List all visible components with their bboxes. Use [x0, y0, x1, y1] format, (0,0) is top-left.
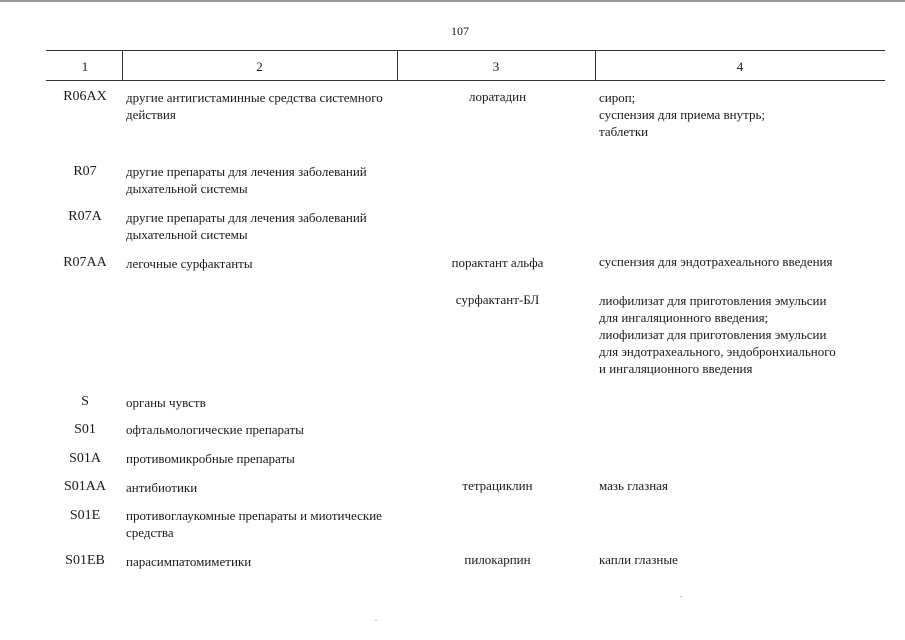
group-name: другие препараты для лечения заболеваний дыхательной системы — [126, 210, 367, 242]
group-name: другие препараты для лечения заболеваний дыхательной системы — [126, 164, 367, 196]
group-name: легочные сурфактанты — [126, 256, 253, 271]
atc-code: S01E — [69, 508, 101, 523]
header-bottom-rule — [46, 80, 885, 81]
atc-code: R07 — [73, 164, 97, 179]
drug-name: лоратадин — [468, 89, 527, 104]
header-col-3: 3 — [492, 59, 500, 74]
atc-code: R07AA — [63, 255, 107, 270]
atc-code: S — [81, 394, 89, 409]
header-col-1: 1 — [81, 59, 89, 74]
atc-code: S01A — [69, 451, 101, 466]
group-name: офтальмологические препараты — [126, 422, 304, 437]
group-name: органы чувств — [126, 395, 206, 410]
atc-code: S01 — [74, 422, 96, 437]
dosage-form: мазь глазная — [599, 478, 668, 493]
drug-name: пилокарпин — [464, 552, 531, 567]
group-name: парасимпатомиметики — [126, 554, 252, 569]
dosage-form: лиофилизат для приготовления эмульсии для ингаляционного введения; лиофилизат для приготовления эмульсии для эндотрахеального, эндобронхиального и ингаляционного введения — [599, 293, 836, 376]
dosage-form: суспензия для эндотрахеального введения — [599, 254, 833, 269]
atc-code: S01AA — [63, 479, 106, 494]
atc-code: R07A — [68, 209, 102, 224]
header-col-4: 4 — [736, 59, 744, 74]
scan-speck — [375, 620, 377, 621]
drug-name: порактант альфа — [451, 255, 544, 270]
group-name: другие антигистаминные средства системного действия — [126, 90, 383, 122]
atc-code: S01EB — [65, 553, 105, 568]
drug-name: тетрациклин — [462, 478, 533, 493]
group-name: противоглаукомные препараты и миотические средства — [126, 508, 382, 540]
page-number: 107 — [451, 24, 469, 38]
scan-speck — [680, 596, 682, 597]
header-col-2: 2 — [256, 59, 263, 74]
group-name: противомикробные препараты — [126, 451, 295, 466]
dosage-form: сироп; суспензия для приема внутрь; таблетки — [599, 90, 766, 139]
atc-code: R06AX — [63, 89, 107, 104]
header-top-rule — [46, 50, 885, 51]
drug-name: сурфактант-БЛ — [455, 292, 540, 307]
group-name: антибиотики — [126, 480, 198, 495]
dosage-form: капли глазные — [599, 552, 678, 567]
scan-top-edge — [0, 0, 905, 2]
